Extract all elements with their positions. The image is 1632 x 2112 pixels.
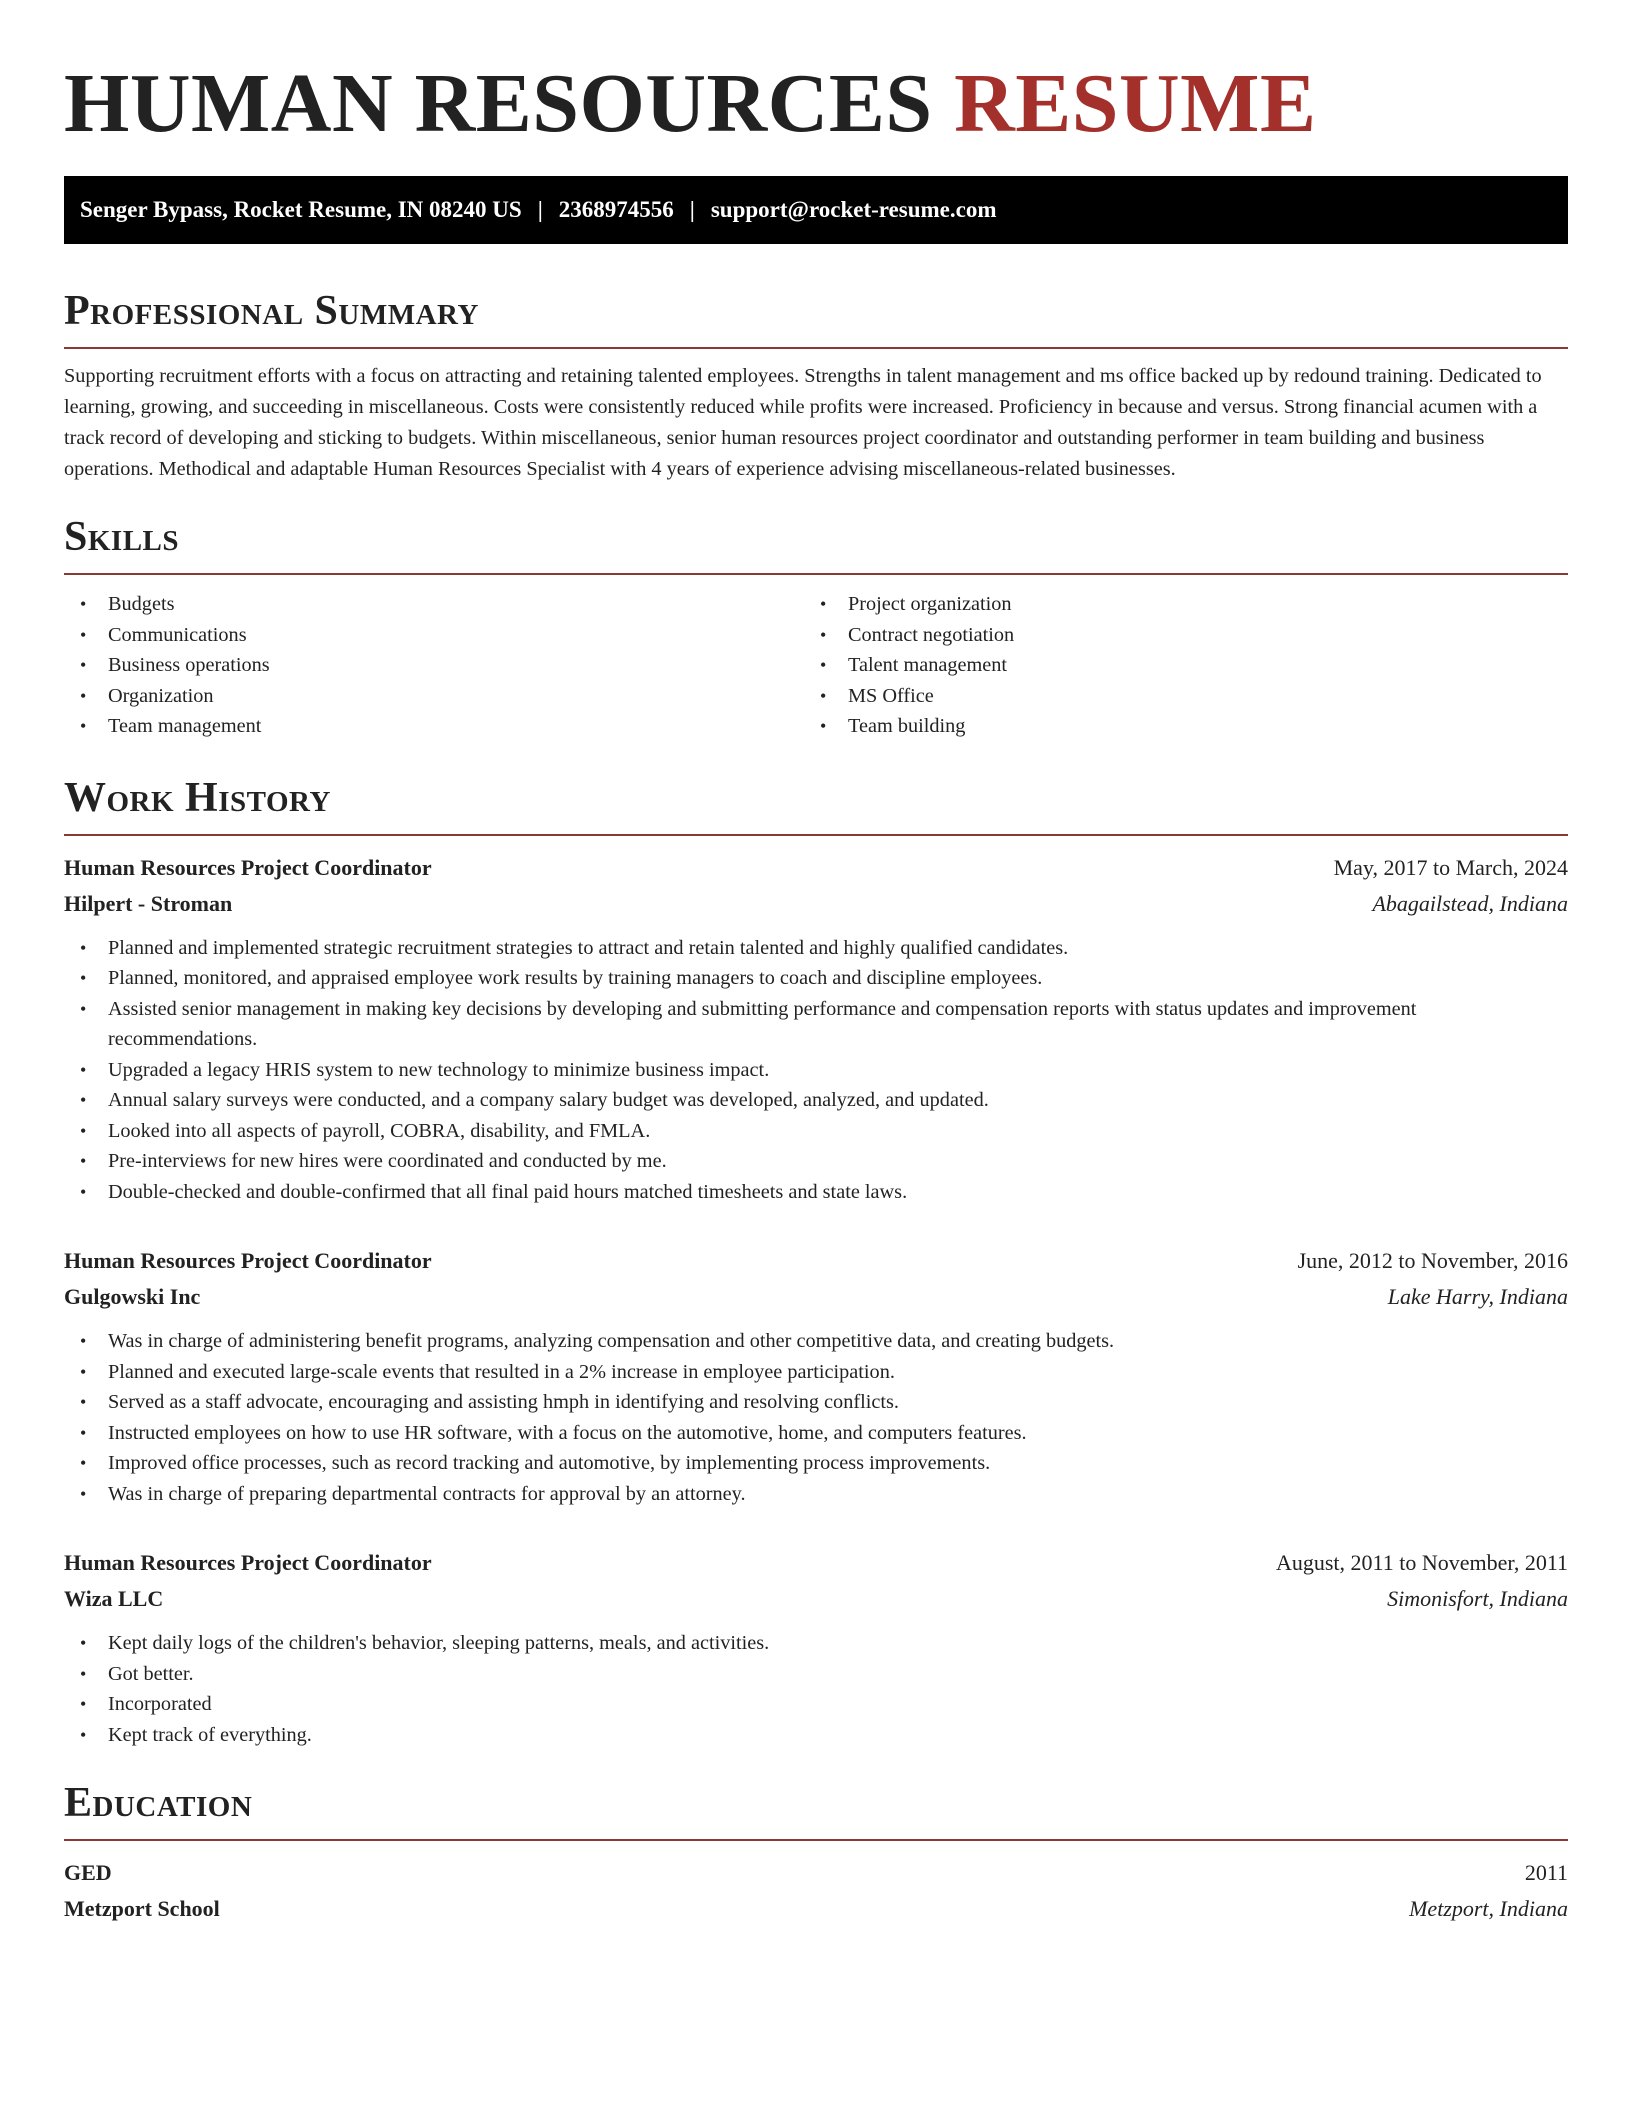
job-location: Abagailstead, Indiana <box>1372 890 1568 916</box>
bullet-icon: • <box>80 716 87 736</box>
job-bullet-text: Improved office processes, such as record tracking and automotive, by implementing process improvements. <box>108 1452 991 1474</box>
job-bullet-text: Double-checked and double-confirmed that all final paid hours matched timesheets and state laws. <box>108 1180 908 1203</box>
job-bullet-text: Incorporated <box>108 1693 212 1715</box>
bullet-icon: • <box>80 937 87 958</box>
job-location: Simonisfort, Indiana <box>1387 1586 1568 1611</box>
contact-address: Senger Bypass, Rocket Resume, IN 08240 US <box>80 197 522 222</box>
bullet-icon: • <box>80 1724 87 1745</box>
bullet-icon: • <box>820 594 827 614</box>
job-bullet <box>64 1326 1568 1357</box>
job-title: Human Resources Project Coordinator <box>64 1550 432 1575</box>
job-location: Lake Harry, Indiana <box>1387 1284 1568 1309</box>
skill-item <box>804 681 1544 712</box>
job-bullet <box>64 933 1568 964</box>
bullet-icon: • <box>80 1392 87 1412</box>
job-bullet <box>64 1116 1568 1147</box>
skill-item <box>64 589 804 620</box>
summary-text: Supporting recruitment efforts with a focus on attracting and retaining talented employees. Strengths in talent management and ms office backed up by redound training. Dedicated to learning, growing, and succeeding in miscellaneous. Costs were consistently reduced while profits were increased. Proficiency in because and versus. Strong financial acumen with a track record of developing and sticking to budgets. Within miscellaneous, senior human resources project coordinator and outstanding performer in team building and business operations. Methodical and adaptable Human Resources Specialist with 4 years of experience advising miscellaneous-related businesses. <box>64 365 1542 480</box>
job-company: Hilpert - Stroman <box>64 890 233 916</box>
resume-title <box>64 54 1568 154</box>
job-bullet <box>64 1448 1568 1479</box>
section-divider <box>64 347 1568 349</box>
bullet-icon: • <box>80 1422 87 1443</box>
job-company-row <box>64 886 1568 922</box>
bullet-icon: • <box>80 1059 87 1080</box>
skill-item <box>64 650 804 681</box>
skill-item <box>804 711 1544 742</box>
job-bullets <box>64 933 1568 1208</box>
skill-item <box>64 711 804 742</box>
job-company-row <box>64 1279 1568 1315</box>
contact-email[interactable]: support@rocket-resume.com <box>710 197 997 222</box>
bullet-icon: • <box>820 624 827 645</box>
job-bullet-text: Assisted senior management in making key decisions by developing and submitting performance and compensation reports with status updates and improvement recommendations. <box>108 997 1417 1050</box>
job-bullet-text: Was in charge of administering benefit programs, analyzing compensation and other competitive data, and creating budgets. <box>108 1330 1115 1352</box>
job-bullet <box>64 1146 1568 1177</box>
education-year: 2011 <box>1524 1860 1568 1885</box>
job-bullet-text: Pre-interviews for new hires were coordinated and conducted by me. <box>108 1150 667 1172</box>
section-divider <box>64 1839 1568 1841</box>
skill-label: MS Office <box>848 684 934 707</box>
bullet-icon: • <box>80 655 87 675</box>
skill-label: Communications <box>108 623 247 646</box>
skills-list-right <box>804 589 1544 742</box>
job-bullet-text: Planned, monitored, and appraised employee work results by training managers to coach and discipline employees. <box>108 967 1043 989</box>
skill-label: Business operations <box>108 654 270 676</box>
skills-grid <box>64 589 1568 742</box>
skill-label: Organization <box>108 684 214 707</box>
bullet-icon: • <box>80 1090 87 1110</box>
job-bullet-text: Planned and executed large-scale events that resulted in a 2% increase in employee participation. <box>108 1360 895 1383</box>
bullet-icon: • <box>80 1663 87 1684</box>
bullet-icon: • <box>80 1483 87 1504</box>
work-history-section <box>64 773 1568 1751</box>
section-divider <box>64 573 1568 575</box>
education-location: Metzport, Indiana <box>1409 1896 1568 1921</box>
education-section <box>64 1778 1568 1927</box>
job-bullets <box>64 1628 1568 1750</box>
skill-item <box>804 650 1544 681</box>
job-title: Human Resources Project Coordinator <box>64 854 432 880</box>
bullet-icon: • <box>80 1120 87 1141</box>
contact-phone: 2368974556 <box>558 197 674 222</box>
education-school-row <box>64 1891 1568 1927</box>
bullet-icon: • <box>80 1331 87 1351</box>
job-bullet <box>64 963 1568 994</box>
job-header-row <box>64 1243 1568 1279</box>
bullet-icon: • <box>80 1694 87 1714</box>
job-dates: June, 2012 to November, 2016 <box>1297 1248 1568 1273</box>
job-bullet <box>64 1689 1568 1720</box>
skill-item <box>804 620 1544 651</box>
bullet-icon: • <box>80 1361 87 1382</box>
job-dates: May, 2017 to March, 2024 <box>1333 854 1568 880</box>
job-bullet-text: Kept daily logs of the children's behavior, sleeping patterns, meals, and activities. <box>108 1632 770 1654</box>
bullet-icon: • <box>820 716 827 736</box>
bullet-icon: • <box>80 685 87 706</box>
job-entry <box>64 1243 1568 1509</box>
bullet-icon: • <box>80 968 87 988</box>
job-bullet <box>64 1659 1568 1690</box>
job-bullet-text: Instructed employees on how to use HR software, with a focus on the automotive, home, and computers features. <box>108 1421 1027 1444</box>
job-bullet-text: Was in charge of preparing departmental contracts for approval by an attorney. <box>108 1482 746 1505</box>
bullet-icon: • <box>80 1453 87 1473</box>
bullet-icon: • <box>80 998 87 1019</box>
title-main: HUMAN RESOURCES <box>64 57 933 150</box>
skill-item <box>804 589 1544 620</box>
skill-label: Talent management <box>848 654 1008 676</box>
skills-list-left <box>64 589 804 742</box>
job-company-row <box>64 1581 1568 1617</box>
job-bullet <box>64 1055 1568 1086</box>
job-bullets <box>64 1326 1568 1509</box>
job-bullet-text: Annual salary surveys were conducted, and a company salary budget was developed, analyzed, and updated. <box>108 1089 989 1111</box>
job-entry <box>64 850 1568 1208</box>
summary-section <box>64 286 1568 485</box>
contact-separator: | <box>689 197 695 222</box>
title-accent: RESUME <box>954 57 1317 150</box>
bullet-icon: • <box>80 594 87 614</box>
job-bullet <box>64 1720 1568 1751</box>
skills-section <box>64 512 1568 742</box>
skill-label: Team building <box>848 715 966 737</box>
job-company: Wiza LLC <box>64 1586 164 1611</box>
skill-label: Project organization <box>848 593 1012 615</box>
section-heading-work-history: Work History <box>64 774 331 821</box>
job-dates: August, 2011 to November, 2011 <box>1275 1550 1568 1575</box>
section-heading-education: Education <box>64 1780 253 1826</box>
bullet-icon: • <box>80 1181 87 1202</box>
job-bullet <box>64 1387 1568 1418</box>
job-bullet-text: Served as a staff advocate, encouraging and assisting hmph in identifying and resolving conflicts. <box>108 1391 899 1413</box>
education-degree: GED <box>64 1860 112 1885</box>
bullet-icon: • <box>820 685 827 706</box>
section-divider <box>64 834 1568 836</box>
job-bullet-text: Planned and implemented strategic recruitment strategies to attract and retain talented and highly qualified candidates. <box>108 936 1069 959</box>
bullet-icon: • <box>80 1633 87 1653</box>
education-entry <box>64 1855 1568 1927</box>
section-heading-skills: Skills <box>64 514 180 560</box>
job-bullet <box>64 1628 1568 1659</box>
job-bullet <box>64 1177 1568 1208</box>
job-bullet <box>64 1085 1568 1116</box>
contact-bar <box>64 176 1568 244</box>
education-header-row <box>64 1855 1568 1891</box>
job-header-row <box>64 1545 1568 1581</box>
job-header-row <box>64 850 1568 886</box>
job-bullet <box>64 1357 1568 1388</box>
bullet-icon: • <box>80 624 87 645</box>
job-bullet <box>64 1418 1568 1449</box>
skill-label: Budgets <box>108 593 175 615</box>
job-bullet-text: Looked into all aspects of payroll, COBRA, disability, and FMLA. <box>108 1119 651 1142</box>
job-bullet-text: Upgraded a legacy HRIS system to new technology to minimize business impact. <box>108 1058 770 1081</box>
skill-item <box>64 681 804 712</box>
job-entry <box>64 1545 1568 1750</box>
section-heading-summary: Professional Summary <box>64 288 479 334</box>
job-title: Human Resources Project Coordinator <box>64 1248 432 1273</box>
skill-label: Contract negotiation <box>848 623 1015 646</box>
bullet-icon: • <box>820 655 827 675</box>
job-company: Gulgowski Inc <box>64 1284 201 1309</box>
job-bullet <box>64 1479 1568 1510</box>
education-school: Metzport School <box>64 1896 220 1921</box>
bullet-icon: • <box>80 1151 87 1171</box>
skill-label: Team management <box>108 715 262 737</box>
job-bullet-text: Got better. <box>108 1662 194 1685</box>
skill-item <box>64 620 804 651</box>
contact-separator: | <box>537 197 543 222</box>
job-bullet-text: Kept track of everything. <box>108 1723 312 1746</box>
job-bullet <box>64 994 1568 1055</box>
